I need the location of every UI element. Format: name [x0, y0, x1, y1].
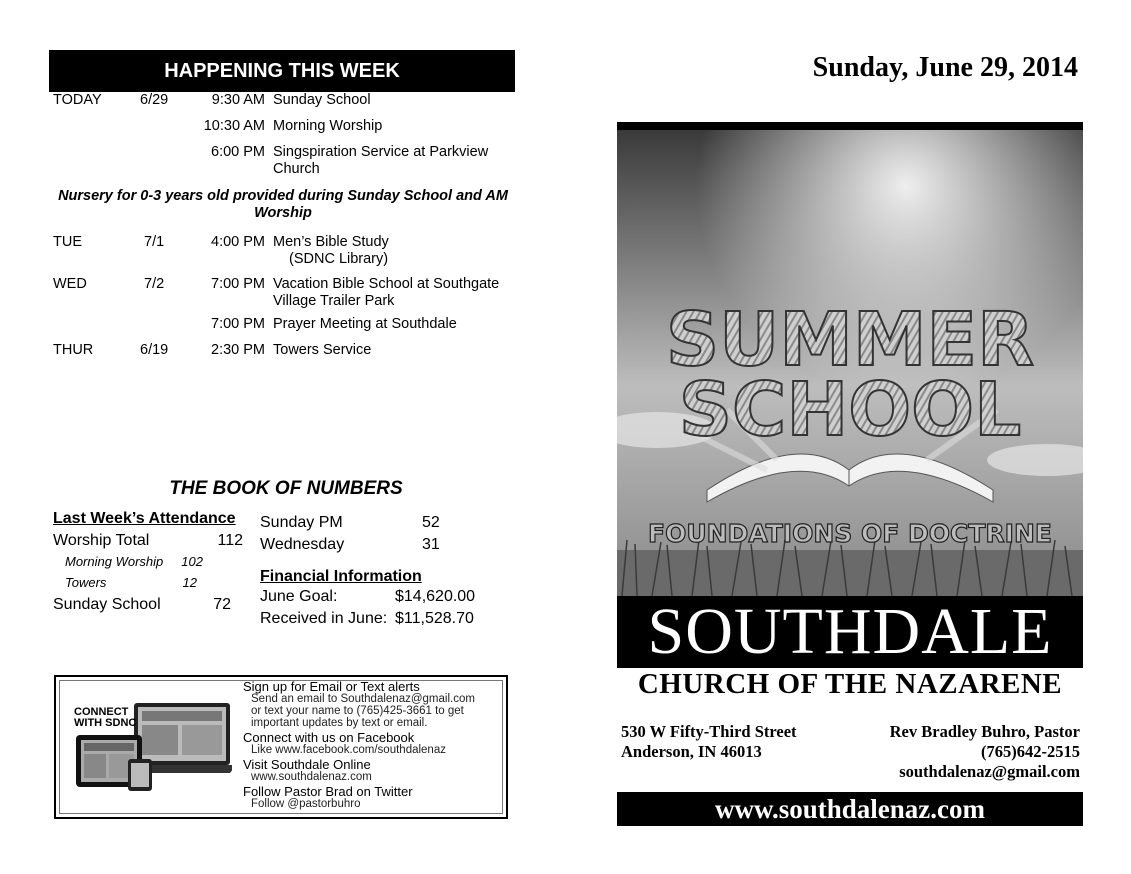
connect-badge	[74, 707, 136, 729]
connect-badge-line1: CONNECT	[74, 706, 129, 718]
schedule-day: WED	[53, 276, 87, 292]
stat-label: Towers	[65, 575, 107, 590]
schedule-date: 7/1	[144, 234, 165, 250]
numbers-title: THE BOOK OF NUMBERS	[169, 478, 403, 499]
email-alerts-line: Send an email to Southdalenaz@gmail.com	[251, 693, 475, 705]
email-alerts-line: or text your name to (765)425-3661 to get	[251, 705, 464, 717]
schedule-row	[53, 342, 513, 366]
bulletin-date: Sunday, June 29, 2014	[812, 52, 1078, 83]
finance-label: Received in June:	[260, 610, 388, 627]
schedule-time: 7:00 PM	[211, 276, 265, 292]
schedule-time: 9:30 AM	[211, 92, 265, 108]
schedule-time: 7:00 PM	[211, 316, 265, 332]
schedule-row	[53, 144, 513, 182]
schedule-row	[53, 276, 513, 314]
stat-label: Sunday PM	[260, 514, 343, 531]
schedule-date: 7/2	[144, 276, 165, 292]
stat-row	[53, 532, 243, 554]
attendance-header: Last Week’s Attendance	[53, 510, 236, 527]
schedule-time: 4:00 PM	[211, 234, 265, 250]
schedule-event-location: (SDNC Library)	[289, 251, 389, 267]
email-alerts-heading: Sign up for Email or Text alerts	[243, 679, 420, 694]
website-line: www.southdalenaz.com	[251, 771, 372, 783]
stat-row	[260, 536, 480, 558]
finance-value: $14,620.00	[395, 588, 476, 605]
attendance	[53, 510, 243, 618]
hero-title-school: SCHOOL	[678, 367, 1022, 453]
schedule-time: 10:30 AM	[203, 118, 265, 134]
pastor-name: Rev Bradley Buhro, Pastor	[889, 722, 1080, 741]
finance-value: $11,528.70	[395, 610, 474, 627]
website-band[interactable]: www.southdalenaz.com	[617, 792, 1083, 826]
happening-banner: HAPPENING THIS WEEK	[49, 50, 515, 92]
schedule-event	[273, 234, 513, 268]
pastor-contact	[820, 722, 1080, 782]
schedule-event: Towers Service	[273, 342, 372, 358]
church-name-band: SOUTHDALE	[617, 596, 1083, 668]
stat-row	[53, 596, 243, 618]
stat-value: 72	[213, 596, 231, 613]
email-address[interactable]: southdalenaz@gmail.com	[899, 762, 1080, 781]
stat-row	[53, 575, 243, 596]
hero-title-summer: SUMMER	[665, 297, 1035, 383]
stat-label: Morning Worship	[65, 554, 164, 569]
stat-value: 112	[217, 532, 243, 549]
finance-row	[260, 588, 480, 610]
schedule-event: Singspiration Service at Parkview Church	[273, 144, 489, 177]
stat-label: Worship Total	[53, 532, 150, 549]
phone-number: (765)642-2515	[981, 742, 1080, 761]
schedule-date: 6/29	[140, 92, 169, 108]
email-alerts-line: important updates by text or email.	[251, 717, 428, 729]
facebook-line: Like www.facebook.com/southdalenaz	[251, 744, 446, 756]
connect-badge-line2: WITH SDNC	[74, 717, 137, 729]
schedule-event-title: Men’s Bible Study	[273, 234, 389, 250]
schedule-day: TODAY	[53, 92, 102, 108]
stat-label: Wednesday	[260, 536, 345, 553]
schedule-event: Morning Worship	[273, 118, 383, 134]
stat-value: 102	[181, 554, 203, 569]
summer-school-hero-image	[617, 130, 1083, 596]
facebook-heading: Connect with us on Facebook	[243, 730, 415, 745]
schedule-row	[53, 118, 513, 142]
schedule-time: 6:00 PM	[211, 144, 265, 160]
schedule-row	[53, 316, 513, 340]
stat-label: Sunday School	[53, 596, 161, 613]
hero-subtitle: FOUNDATIONS OF DOCTRINE	[648, 519, 1052, 548]
finance-label: June Goal:	[260, 588, 338, 605]
twitter-line: Follow @pastorbuhro	[251, 798, 361, 810]
schedule-date: 6/19	[140, 342, 169, 358]
schedule-row	[53, 234, 513, 274]
address-line: 530 W Fifty-Third Street	[621, 722, 797, 741]
stat-value: 31	[422, 536, 440, 553]
website-heading: Visit Southdale Online	[243, 757, 371, 772]
finance-row	[260, 610, 480, 632]
stat-row	[53, 554, 243, 575]
connect-box	[54, 675, 508, 819]
financial-header: Financial Information	[260, 568, 422, 585]
nursery-note: Nursery for 0-3 years old provided during Sunday School and AM Worship	[58, 188, 508, 221]
schedule-day: TUE	[53, 234, 82, 250]
cover-top-bar	[617, 122, 1083, 130]
twitter-heading: Follow Pastor Brad on Twitter	[243, 784, 413, 799]
schedule-day: THUR	[53, 342, 94, 358]
schedule-row	[53, 92, 513, 116]
connect-text	[243, 681, 505, 810]
schedule-event: Vacation Bible School at Southgate Village Trailer Park	[273, 276, 500, 309]
attendance-and-finance	[260, 514, 480, 632]
schedule-event: Prayer Meeting at Southdale	[273, 316, 457, 332]
stat-row	[260, 514, 480, 536]
schedule-event: Sunday School	[273, 92, 371, 108]
stat-value: 12	[182, 575, 197, 590]
stat-value: 52	[422, 514, 440, 531]
address-line: Anderson, IN 46013	[621, 742, 762, 761]
schedule-time: 2:30 PM	[211, 342, 265, 358]
schedule	[53, 92, 513, 368]
church-denomination: CHURCH OF THE NAZARENE	[637, 668, 1063, 700]
church-address	[621, 722, 797, 762]
